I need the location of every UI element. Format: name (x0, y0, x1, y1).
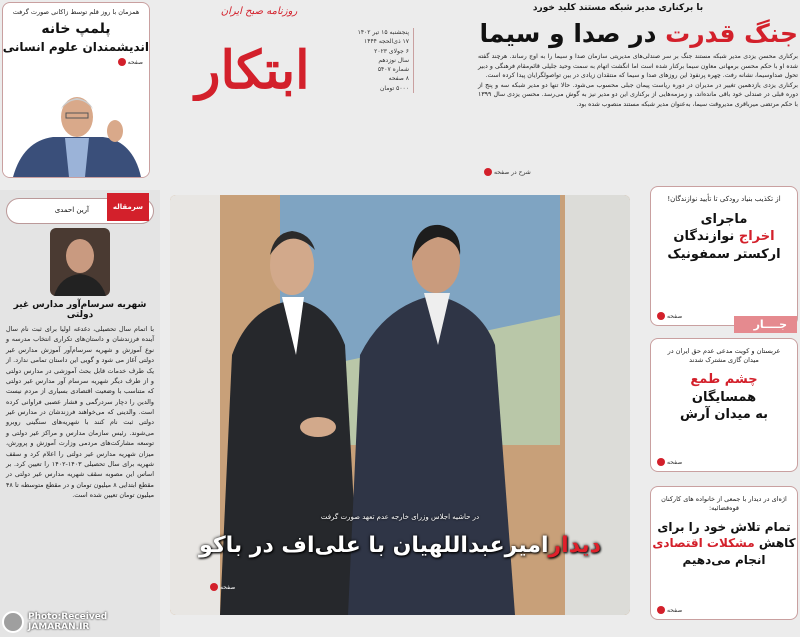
lead-paragraph: برکناری محسن یزدی مدیر شبکه مستند جنگ بر سر صندلی‌های مدیریتی سازمان صدا و سیما را به اوج رساند. هرچند گفته شده او با حکم محسن برمهانی معاون سیما برکنار شده است اما انگشت اتهام به سمت وحید جلیلی قائم‌مقام فرهنگی و دبیر تحول صداوسیما، نشانه رفت. چهره پرنفوذ این روزهای صدا و سیما که منتقدان زیادی در بین تواصولگرایان پیدا کرده است. (478, 53, 798, 80)
page-badge-icon (210, 583, 218, 591)
story-kicker: همزمان با روز قلم توسط زاکانی صورت گرفت (12, 8, 140, 16)
section-tag: جــــار (734, 316, 797, 333)
page-ref[interactable]: صفحه (657, 458, 682, 466)
side-story-3[interactable]: اژه‌ای در دیدار با جمعی از خانواده های کارکنان قوه‌قضائیه: تمام تلاش خود را برای کاهش مشکلات اقتصادی انجام می‌دهیم صفحه (650, 486, 798, 620)
editorial-body: با اتمام سال تحصیلی، دغدغه اولیا برای ثبت نام سال آینده فرزندشان و داستان‌های تکراری انتخاب مدرسه و نوع آموزش و شهریه سرسام‌آور آموزش مدارس غیر دولتی آغاز می شود و گویی این داستان تمامی ندارد. از یک طرف خدمات قابل بحث آموزشی در مدارس دولتی و از طرف دیگر شهریه سرسام آور مدارس غیر دولتی که متناسب با وضعیت اقتصادی بسیاری از مردم نیست والدین را دچار سردرگمی و فشار عصبی فراوانی کرده است. والدینی که می‌خواهند فرزندشان در مدارس غیر دولتی ثبت نام کنند با شهریه‌های سنگینی روبرو می‌شوند. رئیس سازمان مدارس و مراکز غیر دولتی و توسعه مشارکت‌های مردمی وزارت آموزش و پرورش، میزان شهریه مدارس غیر دولتی را اعلام کرد و سقف شهریه برای سال تحصیلی ۱۴۰۳-۱۴۰۲ را تعیین کرد. بر اساس این مصوبه سقف شهریه مدارس غیر دولتی در مقطع ابتدایی ۸ میلیون تومان و در مقطع متوسطه تا ۴۸ میلیون تومان تعیین شده است. (6, 325, 154, 499)
lead-kicker: با برکناری مدیر شبکه مستند کلید خورد (532, 3, 704, 13)
editorial-column[interactable] (0, 190, 160, 637)
portrait-photo (3, 89, 150, 177)
jamaran-logo-icon (2, 611, 24, 633)
top-left-story[interactable] (2, 2, 150, 178)
author-name: آرین احمدی (54, 206, 89, 214)
lead-story[interactable] (478, 0, 798, 180)
editorial-header (6, 198, 154, 224)
photo-kicker: در حاشیه اجلاس وزرای خارجه عدم تعهد صورت گرفت (320, 513, 480, 521)
page-badge-icon (484, 168, 492, 176)
side-story-1[interactable]: از تکذیب بنیاد رودکی تا تأیید نوازندگان! ماجرای اخراج نوازندگان ارکستر سمفونیک صفحه جــــار (650, 186, 798, 326)
logo: ابتکار (195, 40, 310, 101)
photo-headline: دیدارامیرعبداللهیان با علی‌اف در باکو (199, 533, 601, 558)
masthead (160, 0, 420, 180)
page-badge-icon (657, 606, 665, 614)
page-ref[interactable]: صفحه (657, 312, 682, 320)
story-title: پلمپ خانه (41, 21, 111, 38)
side-story-2[interactable]: عربستان و کویت مدعی عدم حق ایران در میدان گازی مشترک شدند چشم طمع همسایگان به میدان آرش صفحه (650, 338, 798, 472)
author-photo (50, 228, 110, 296)
lead-paragraph: برکناری یزدی یازدهمین تغییر در مدیران در دوره ریاست پیمان جبلی محسوب می‌شود. حالا تنها دو مدیر شبکه سه و پنج از دوره قبلی در صندلی خود باقی مانده‌اند، و زمزمه‌هایی از برکناری این دو مدیر نیز به گوش می‌رسد. محسن یزدی سال ۱۳۹۹ با حکم مرتضی میرباقری مدیروقت سیما، به‌عنوان مدیر شبکه مستند منصوب شده بود. (478, 81, 798, 109)
watermark: Photo:Received JAMARAN.IR (2, 611, 107, 633)
story-title-2: اندیشمندان علوم انسانی (2, 39, 149, 54)
page-ref[interactable]: صفحه (103, 58, 143, 66)
editorial-title: شهریه سرسام‌آور مدارس غیر دولتی (13, 300, 147, 320)
lead-headline: جنگ قدرت در صدا و سیما (479, 19, 798, 48)
page-badge-icon (657, 458, 665, 466)
page-badge-icon (657, 312, 665, 320)
issue-info: پنجشنبه ۱۵ تیر ۱۴۰۲ ۱۷ ذی‌الحجه ۱۴۴۴ ۶ جولای ۲۰۲۳ سال نوزدهم شماره ۵۴۰۷ ۸ صفحه ۵۰۰۰ تومان (350, 28, 414, 93)
page-ref[interactable]: شرح در صفحه (484, 168, 531, 176)
page-ref[interactable]: صفحه (657, 606, 682, 614)
main-photo-story[interactable] (170, 195, 630, 615)
page-badge-icon (118, 58, 126, 66)
page-ref[interactable]: صفحه (210, 583, 235, 591)
tagline: روزنامه صبح ایران (220, 6, 298, 17)
editorial-badge: سرمقاله (107, 193, 149, 221)
